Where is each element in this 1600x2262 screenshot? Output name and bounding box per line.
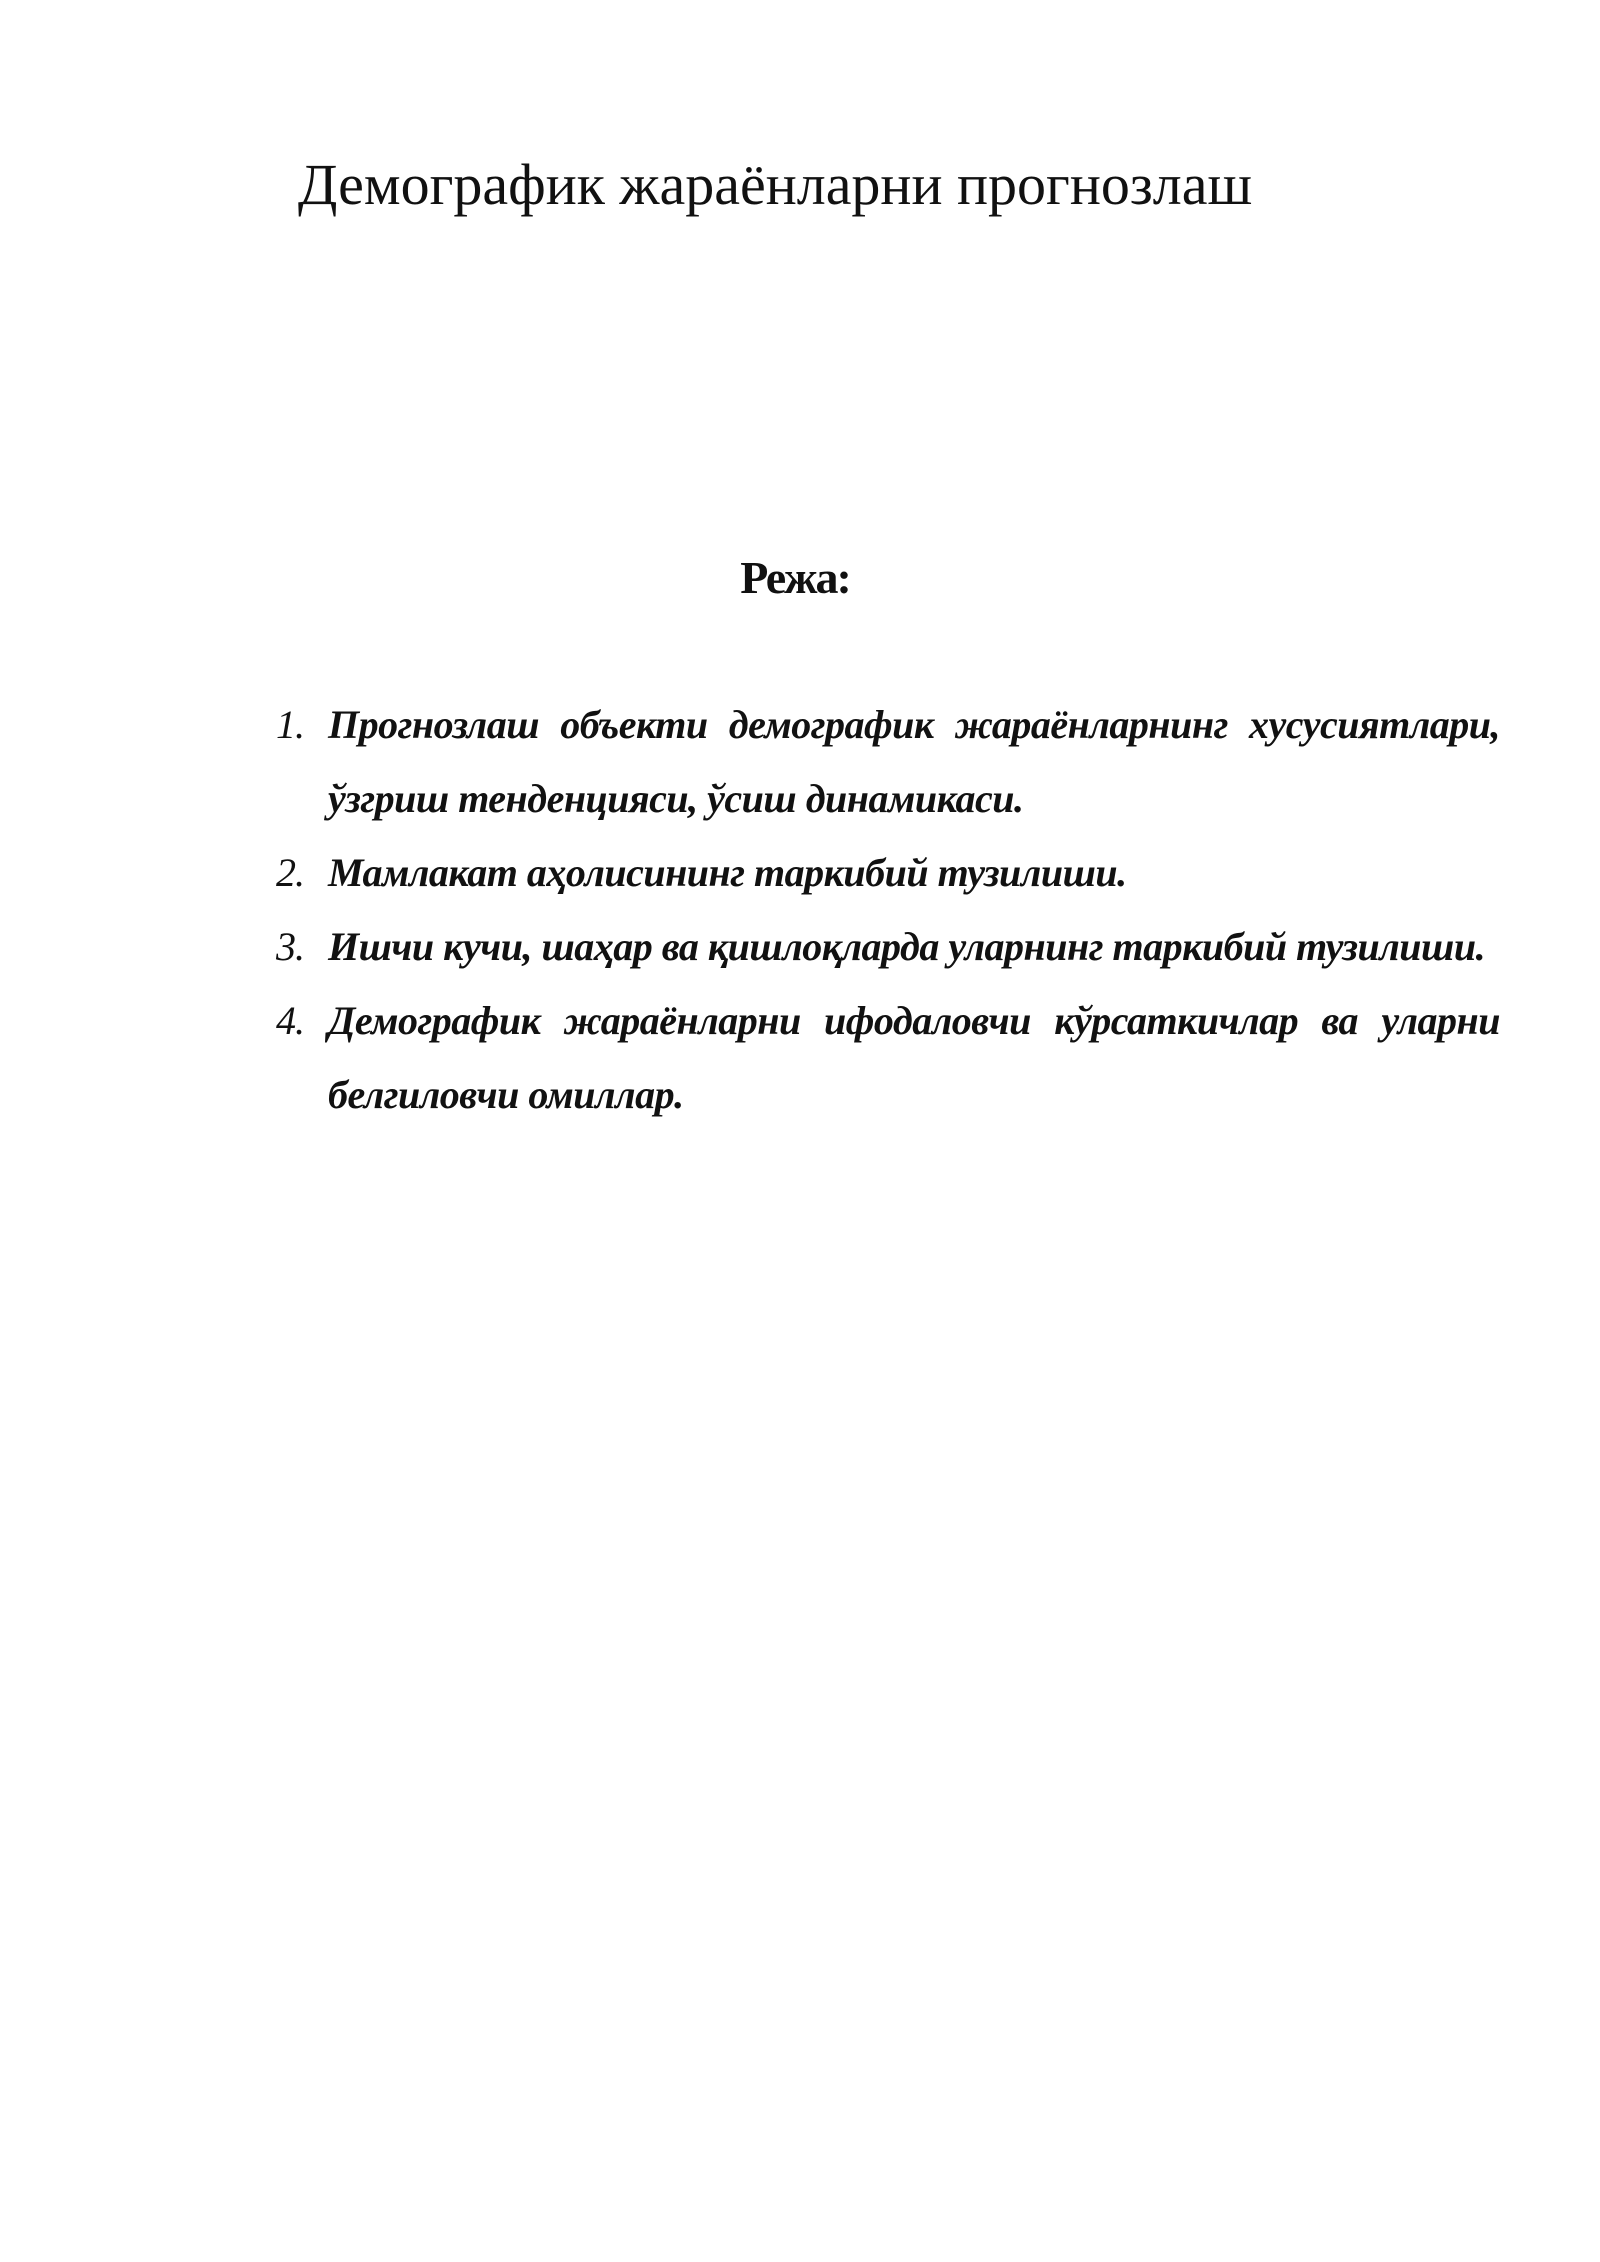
plan-item-number: 1. [276,702,304,747]
plan-item-4 [276,984,1500,1132]
plan-item-text: Демографик жараёнларни ифодаловчи кўрсаткичлар ва уларни белгиловчи омиллар. [328,998,1500,1117]
plan-item-number: 4. [276,998,304,1043]
plan-item-number: 3. [276,924,304,969]
plan-item-2 [276,836,1500,910]
plan-list [276,688,1500,1132]
plan-item-3 [276,910,1500,984]
plan-heading: Режа: [740,552,850,603]
plan-item-text: Прогнозлаш объекти демографик жараёнларнинг хусусиятлари, ўзгриш тенденцияси, ўсиш динамикаси. [328,702,1500,821]
plan-item-text: Мамлакат аҳолисининг таркибий тузилиши. [328,850,1127,895]
document-title: Демографик жараёнларни прогнозлаш [297,152,1253,217]
plan-item-text: Ишчи кучи, шаҳар ва қишлоқларда уларнинг таркибий тузилиши. [328,924,1486,969]
plan-item-1 [276,688,1500,836]
plan-item-number: 2. [276,850,304,895]
